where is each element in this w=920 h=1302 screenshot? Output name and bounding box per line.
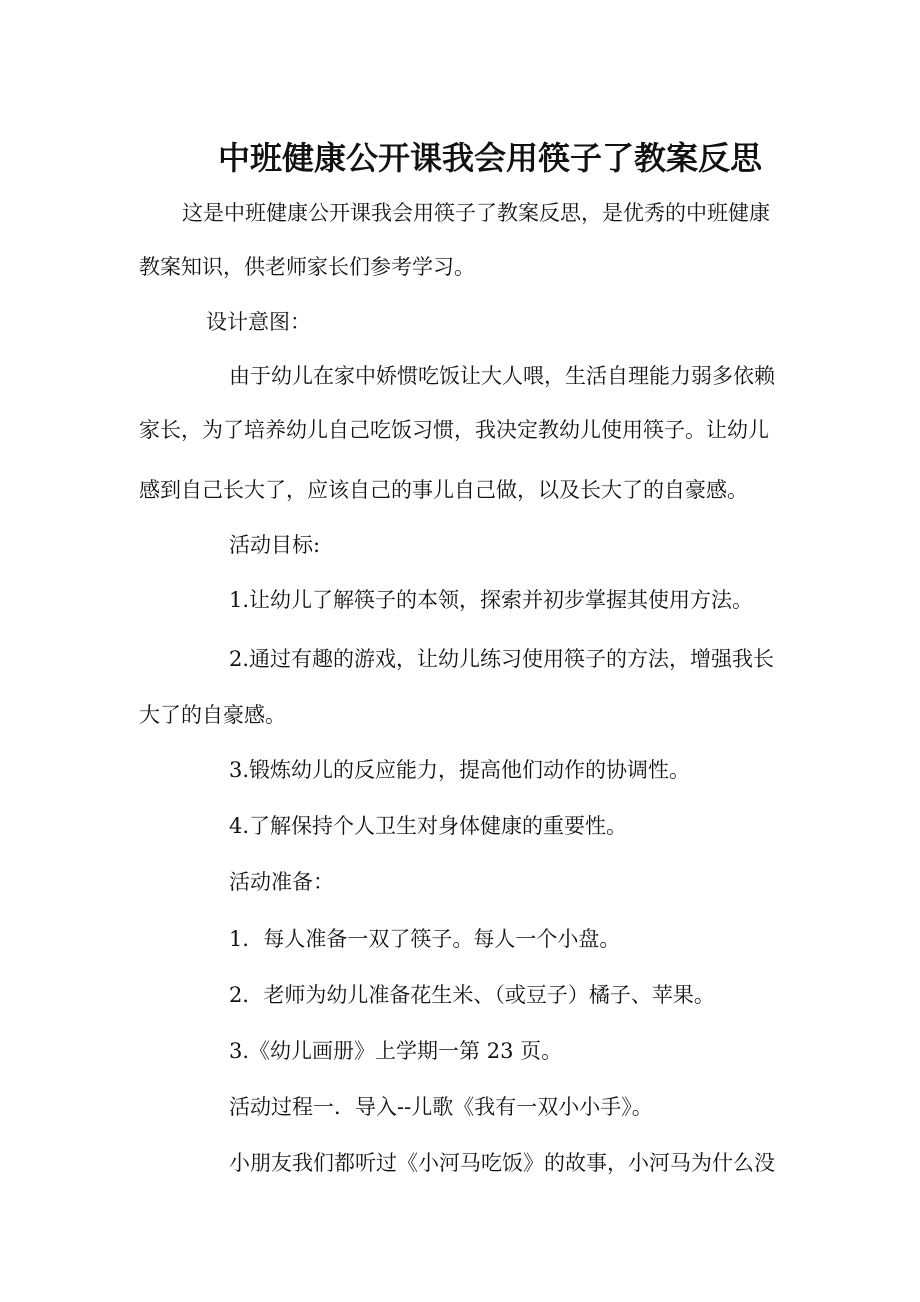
section-heading: 活动准备：	[229, 870, 334, 894]
paragraph-line: 由于幼儿在家中娇惯吃饭让大人喂，生活自理能力弱多依赖	[229, 364, 775, 388]
list-item: 3.《幼儿画册》上学期一第 23 页。	[229, 1039, 563, 1063]
list-item: 大了的自豪感。	[139, 703, 286, 727]
intro-line: 教案知识，供老师家长们参考学习。	[139, 255, 475, 279]
paragraph-line: 家长，为了培养幼儿自己吃饭习惯，我决定教幼儿使用筷子。让幼儿	[139, 418, 769, 442]
list-item: 1.让幼儿了解筷子的本领，探索并初步掌握其使用方法。	[229, 588, 754, 612]
intro-line: 这是中班健康公开课我会用筷子了教案反思，是优秀的中班健康	[182, 201, 770, 225]
list-item: 3.锻炼幼儿的反应能力，提高他们动作的协调性。	[229, 758, 691, 782]
section-heading: 活动目标:	[229, 533, 321, 557]
document-title: 中班健康公开课我会用筷子了教案反思	[217, 139, 762, 178]
list-item: 1．每人准备一双了筷子。每人一个小盘。	[229, 927, 621, 951]
section-heading: 设计意图：	[206, 310, 311, 334]
list-item: 2.通过有趣的游戏，让幼儿练习使用筷子的方法，增强我长	[229, 647, 775, 671]
paragraph-line: 感到自己长大了，应该自己的事儿自己做，以及长大了的自豪感。	[139, 478, 748, 502]
section-heading: 活动过程一．导入--儿歌《我有一双小小手》。	[229, 1095, 653, 1119]
list-item: 2．老师为幼儿准备花生米、（或豆子）橘子、苹果。	[229, 983, 715, 1007]
paragraph-line: 小朋友我们都听过《小河马吃饭》的故事，小河马为什么没	[229, 1151, 775, 1175]
list-item: 4.了解保持个人卫生对身体健康的重要性。	[229, 814, 628, 838]
